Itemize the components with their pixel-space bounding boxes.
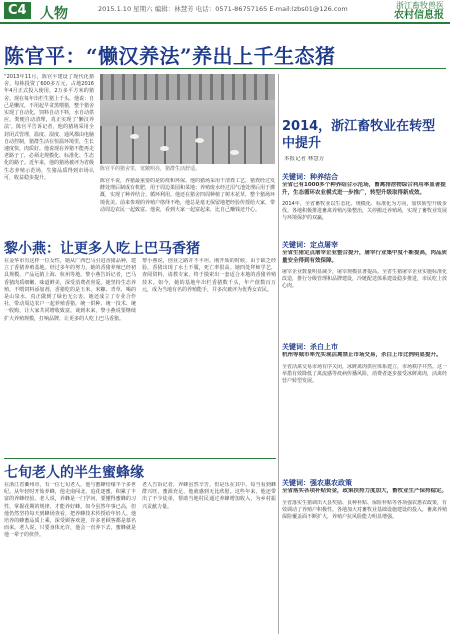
story3-column-1: 在浙江省衢州市，有一位七旬老人，他与蜜蜂结缘半个多世纪。从年轻时开始养蜂，他走南闯北，追花逐蜜，积累了丰富的养蜂经验。老人说，养蜂是一门学问，要懂得蜜蜂的习性，掌握花期的规律，才能养好蜂。如今虽然年事已高，但他仍然坚持每天到蜂场查看，把养蜂技术传授给年轻人。他培养的蜂蜜品质上乘，深受顾客欢迎，许多老顾客都是慕名而来。老人说，只要身体允许，他会一直养下去，蜜蜂就是他一辈子的伙伴。 [4,482,136,539]
right-body-3: 全省活禽交易市场有序关闭，冰鲜禽肉供应体系建立，市场秩序井然。这一举措有效降低了禽流感等疫病传播风险，消费者逐步接受冰鲜禽肉，活禽经营户转型发展。 [282,364,447,385]
photo-floor [100,126,275,164]
right-body-1: 2014年，全省畜牧业以生态化、规模化、标准化为方向，加快转型升级步伐。各地积极推进畜禽养殖污染整治，关停搬迁养殖场，实现了畜牧业发展与环境保护的双赢。 [282,201,447,222]
pig-shape [195,138,204,143]
page-number-tag: C4 [4,2,31,19]
photo-caption: 陈官平的猪舍里，宽敞明亮，猪群生活舒适。 [100,166,201,172]
story3-title: 七旬老人的半生蜜蜂缘 [4,465,144,481]
story2-column-2: 黎小燕说，创业之路并不平坦。刚开始的时候，由于缺乏经验，香猪出现了水土不服，死亡率很高。她四处拜师学艺，查阅资料，请教专家，终于摸索出一套适合本地的香猪养殖技术。如今，她的基地年出栏香猪数千头，年产值数百万元，成为当地有名的养殖能手，并多次被评为优秀女农民。 [142,258,276,293]
column-name: 浙江畜牧兽医 [396,1,444,10]
right-body-4: 全省落实生猪调出大县奖励、良种补贴、保险补贴等各项强农惠农政策，有效调动了养殖户积极性。各地加大对畜牧业基础设施建设的投入，畜禽养殖保险覆盖面不断扩大，养殖户抗风险能力明显增强。 [282,500,447,521]
keyword-4: 关键词：强农惠农政策 [282,479,352,487]
main-headline: 陈官平：“懒汉养法”养出上千生态猪 [4,44,336,68]
right-byline: 本报记者 林慧芳 [284,156,325,162]
right-article-title: 2014，浙江畜牧业在转型中提升 [282,119,436,151]
keyword-3-summary: 杭州等城市率先实现活禽禁止市场交易，杀白上市比例明显提升。 [282,352,442,358]
header-right [394,1,444,21]
pig-shape [130,134,139,139]
page-header [0,0,450,24]
pig-shape [230,150,239,155]
story2-column-1: 在金华市有这样一位女性，她从广西巴马引进香猪品种，建立了香猪养殖基地。经过多年的努力，她的香猪养殖已经初具规模，产品远销上海、杭州等地。黎小燕告诉记者，巴马香猪肉质细嫩、味道鲜美，深受消费者喜爱。她坚持生态养殖，不喂饲料添加剂，香猪吃的是玉米、米糠、青草，喝的是山泉水，真正做到了绿色无公害。她还成立了专业合作社，带动周边农户一起养殖香猪，统一供种、统一技术、统一收购，让大家共同增收致富。谈到未来，黎小燕说要继续扩大养殖规模，打响品牌，让更多的人吃上巴马香猪。 [4,258,136,322]
pig-shape [160,146,169,151]
photo-roof [100,74,275,100]
keyword-2: 关键词：定点屠宰 [282,241,338,249]
keyword-3: 关键词：杀白上市 [282,343,338,351]
story1b-column: 陈官平说，养猪最重要的是防疫和环保。他的猪场采用干清粪工艺，猪粪经过发酵处理后制成有机肥，用于周边果园和菜地；养殖废水经过沼气池处理后用于灌溉，实现了种养结合、循环利用。他还在猪舍四周种植了树木花草，整个猪场环境优美。前来参观的养殖户络绎不绝，他总是毫无保留地把经验传授给大家，带动周边农民一起致富。他说，看到大家一起富起来，比自己赚钱还开心。 [100,178,275,213]
divider [4,68,446,69]
pig-farm-photo [100,74,275,164]
right-body-2: 屠宰企业数量明显减少，屠宰规模显著提高。全省生猪屠宰企业实施标准化改造，推行分级管理和品牌建设，冷链配送体系建设稳步推进，市民吃上放心肉。 [282,269,447,290]
story3-column-2: 老人告诉记者，养蜂虽然辛苦，但是乐在其中。每当看到蜂群兴旺、蜜源充足，他就感到无比欣慰。这些年来，他还带出了不少徒弟，帮助当地村民通过养蜂增加收入，为乡村振兴贡献力量。 [142,482,276,510]
section-name: 人物 [40,6,68,22]
header-meta: 2015.1.10 星期六 编辑：林慧芳 电话：0571-86757165 E-mail:lzbs01@126.com [98,5,348,13]
story2-title: 黎小燕：让更多人吃上巴马香猪 [4,241,200,257]
keyword-2-summary: 全省生猪定点屠宰企业整合提升，屠宰行业集中度不断提高，肉品质量安全得到有效保障。 [282,250,447,264]
story1-column: “2013年11月，陈官平建设了现代化猪舍，每栋投资了600多万元，占地2016年4月正式投入使用，2万多平方米的猪舍。现在每年出栏生猪上千头。他说：自己是懒汉，不用起早贪黑喂猪，整个猪舍实现了自动化，饲料自动下料，水自动供应，粪便自动清理，真正实现了‘懒汉养法’。陈官平告诉记者，他的猪场采用全封闭式管理，温度、湿度、通风都由电脑自动控制，猪群生活在恒温环境里，生长速度快，肉质好。他说现在养猪不能再走老路子了，必须走规模化、标准化、生态化的路子。近年来，他的猪场被评为省级生态养殖示范场，生猪品质得到市场认可，收益稳步提升。 [4,74,94,181]
keyword-4-summary: 全省落实各项补贴资金，政策扶持力度加大，畜牧业生产保持稳定。 [282,488,447,494]
column-divider [278,74,279,634]
newspaper-logo: 农村信息报 [394,10,444,21]
divider [4,458,276,459]
keyword-1-summary: 全省已有1000多个种养结合示范场，畜禽排泄物综合利用率显著提升，生态循环农业模式进一步推广，转型升级取得新成效。 [282,182,446,196]
keyword-1: 关键词：种养结合 [282,173,338,181]
